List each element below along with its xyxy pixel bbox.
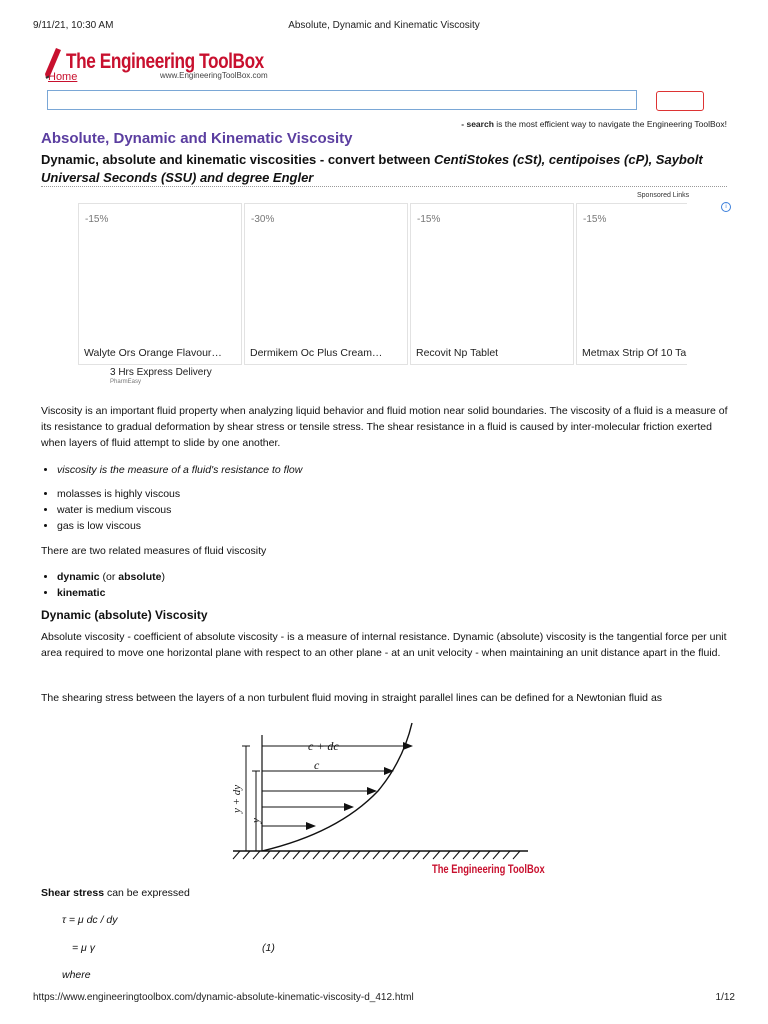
ad-info-icon[interactable]: i <box>721 202 731 212</box>
print-page: 1/12 <box>715 992 735 1003</box>
ad-card[interactable] <box>244 203 408 365</box>
print-url: https://www.engineeringtoolbox.com/dynamic-absolute-kinematic-viscosity-d_412.html <box>33 992 414 1003</box>
ad-card[interactable] <box>78 203 242 365</box>
label-c-dc: c + dc <box>308 739 339 753</box>
ad-card[interactable] <box>410 203 574 365</box>
list-item: • viscosity is the measure of a fluid's resistance to flow <box>57 462 302 478</box>
search-note-bold: - search <box>461 119 494 129</box>
label-y: y <box>250 818 262 823</box>
equation-number: (1) <box>262 942 275 954</box>
ad-product-name[interactable]: Recovit Np Tablet <box>416 347 499 359</box>
measure-or: (or <box>99 571 119 583</box>
ad-discount: -15% <box>583 214 607 225</box>
list-item <box>57 585 165 601</box>
measure-absolute: absolute <box>118 571 162 583</box>
sponsored-label: Sponsored Links <box>637 192 690 199</box>
search-button[interactable] <box>656 91 704 111</box>
subtitle-plain: Dynamic, absolute and kinematic viscosities - convert between <box>41 152 435 167</box>
label-c: c <box>314 758 320 772</box>
list-item <box>57 569 165 585</box>
measures-list <box>41 569 165 601</box>
ad-delivery[interactable]: 3 Hrs Express Delivery <box>110 367 212 378</box>
ad-discount: -30% <box>251 214 275 225</box>
search-note <box>461 119 727 129</box>
shear-rest: can be expressed <box>104 887 190 899</box>
logo-title[interactable]: The Engineering ToolBox <box>66 50 264 73</box>
divider <box>41 186 727 187</box>
measures-intro: There are two related measures of fluid viscosity <box>41 545 267 557</box>
dynamic-paragraph: Absolute viscosity - coefficient of absolute viscosity - is a measure of internal resistance. Dynamic (absolute) viscosity is the tangential force per unit area required to move one horizontal plane with respect to an other plane - at an unit velocity - when maintaining an unit distance apart in the fluid. <box>41 631 727 659</box>
ad-advertiser: PharmEasy <box>110 379 142 385</box>
print-title: Absolute, Dynamic and Kinematic Viscosity <box>288 20 480 31</box>
equation-2: = μ γ <box>72 942 95 954</box>
measure-close: ) <box>161 571 165 583</box>
figure-brand: The Engineering ToolBox <box>432 862 545 876</box>
ad-discount: -15% <box>417 214 441 225</box>
ad-discount: -15% <box>85 214 109 225</box>
dynamic-heading: Dynamic (absolute) Viscosity <box>41 608 208 622</box>
ad-product-name[interactable]: Metmax Strip Of 10 Ta <box>582 347 687 359</box>
measure-kinematic[interactable]: kinematic <box>57 587 106 599</box>
definition-list <box>41 462 302 478</box>
home-link[interactable]: Home <box>48 71 78 83</box>
velocity-profile-figure <box>228 713 538 863</box>
logo-url: www.EngineeringToolBox.com <box>160 71 268 80</box>
intro-paragraph: Viscosity is an important fluid property when analyzing liquid behavior and fluid motion near solid boundaries. The viscosity of a fluid is a measure of its resistance to gradual deformation by shear stress or tensile stress. The shear resistance in a fluid is caused by inter-molecular friction exerted when layers of fluid attempt to slide by one another. <box>41 405 728 449</box>
shear-paragraph <box>41 885 731 901</box>
label-y-dy: y + dy <box>231 784 243 813</box>
equation-1: τ = μ dc / dy <box>62 914 118 926</box>
page-subtitle <box>41 151 731 187</box>
measure-dynamic[interactable]: dynamic <box>57 571 100 583</box>
velocity-arrows <box>262 746 412 826</box>
list-item: • molasses is highly viscous <box>57 486 180 502</box>
wall-hatch <box>233 851 520 859</box>
search-note-text: is the most efficient way to navigate the Engineering ToolBox! <box>493 119 727 129</box>
shear-intro: The shearing stress between the layers of a non turbulent fluid moving in straight parallel lines can be defined for a Newtonian fluid as <box>41 692 663 704</box>
ad-product-name[interactable]: Walyte Ors Orange Flavour… <box>84 347 222 359</box>
dimension-lines <box>242 746 260 851</box>
print-datetime: 9/11/21, 10:30 AM <box>33 20 114 31</box>
search-input[interactable] <box>47 90 637 110</box>
examples-list <box>41 486 180 534</box>
page-title: Absolute, Dynamic and Kinematic Viscosity <box>41 130 353 147</box>
ad-card[interactable] <box>576 203 687 365</box>
where-label: where <box>62 969 91 981</box>
list-item: • gas is low viscous <box>57 518 180 534</box>
list-item: • water is medium viscous <box>57 502 180 518</box>
ad-product-name[interactable]: Dermikem Oc Plus Cream… <box>250 347 383 359</box>
subtitle-italic: CentiStokes (cSt), centipoises (cP), Saybolt Universal Seconds (SSU) and degree Engler <box>41 152 703 185</box>
shear-bold: Shear stress <box>41 887 105 899</box>
